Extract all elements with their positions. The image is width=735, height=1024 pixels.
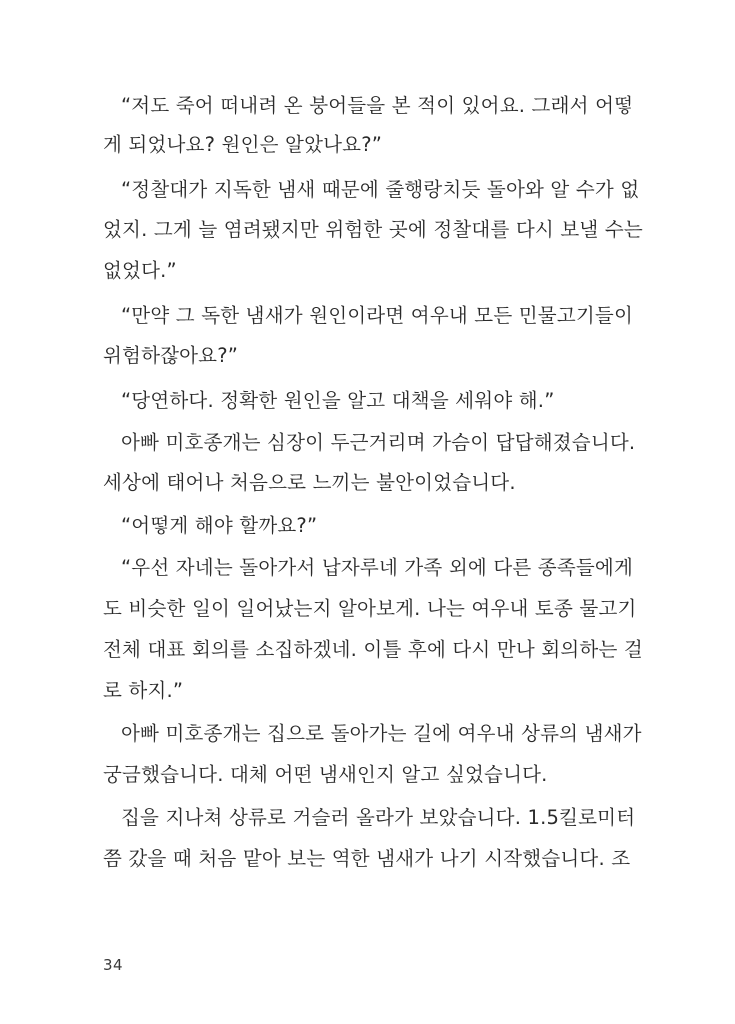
text-line: 도 비슷한 일이 일어났는지 알아보게. 나는 여우내 토종 물고기 [103,597,637,620]
text-line: “당연하다. 정확한 원인을 알고 대책을 세워야 해.” [121,389,555,412]
text-line: “저도 죽어 떠내려 온 붕어들을 본 적이 있어요. 그래서 어떻 [121,94,634,117]
text-line: 게 되었나요? 원인은 알았나요?” [103,133,383,156]
text-line: 세상에 태어나 처음으로 느끼는 불안이었습니다. [103,471,516,494]
page-number: 34 [103,956,124,974]
text-line: 없었다.” [103,259,177,282]
text-line: “우선 자네는 돌아가서 납자루네 가족 외에 다른 종족들에게 [121,556,633,579]
text-line: 쯤 갔을 때 처음 맡아 보는 역한 냄새가 나기 시작했습니다. 조 [103,847,631,870]
text-line: 위험하잖아요?” [103,344,239,367]
text-line: “어떻게 해야 할까요?” [121,514,318,537]
text-line: “만약 그 독한 냄새가 원인이라면 여우내 모든 민물고기들이 [121,304,633,327]
text-line: 궁금했습니다. 대체 어떤 냄새인지 알고 싶었습니다. [103,763,548,786]
text-line: 집을 지나쳐 상류로 거슬러 올라가 보았습니다. 1.5킬로미터 [121,806,636,829]
text-line: “정찰대가 지독한 냄새 때문에 줄행랑치듯 돌아와 알 수가 없 [121,178,640,201]
text-line: 아빠 미호종개는 집으로 돌아가는 길에 여우내 상류의 냄새가 [121,722,642,745]
text-line: 아빠 미호종개는 심장이 두근거리며 가슴이 답답해졌습니다. [121,431,636,454]
text-line: 로 하지.” [103,679,184,702]
text-line: 었지. 그게 늘 염려됐지만 위험한 곳에 정찰대를 다시 보낼 수는 [103,218,643,241]
text-line: 전체 대표 회의를 소집하겠네. 이틀 후에 다시 만나 회의하는 걸 [103,638,643,661]
